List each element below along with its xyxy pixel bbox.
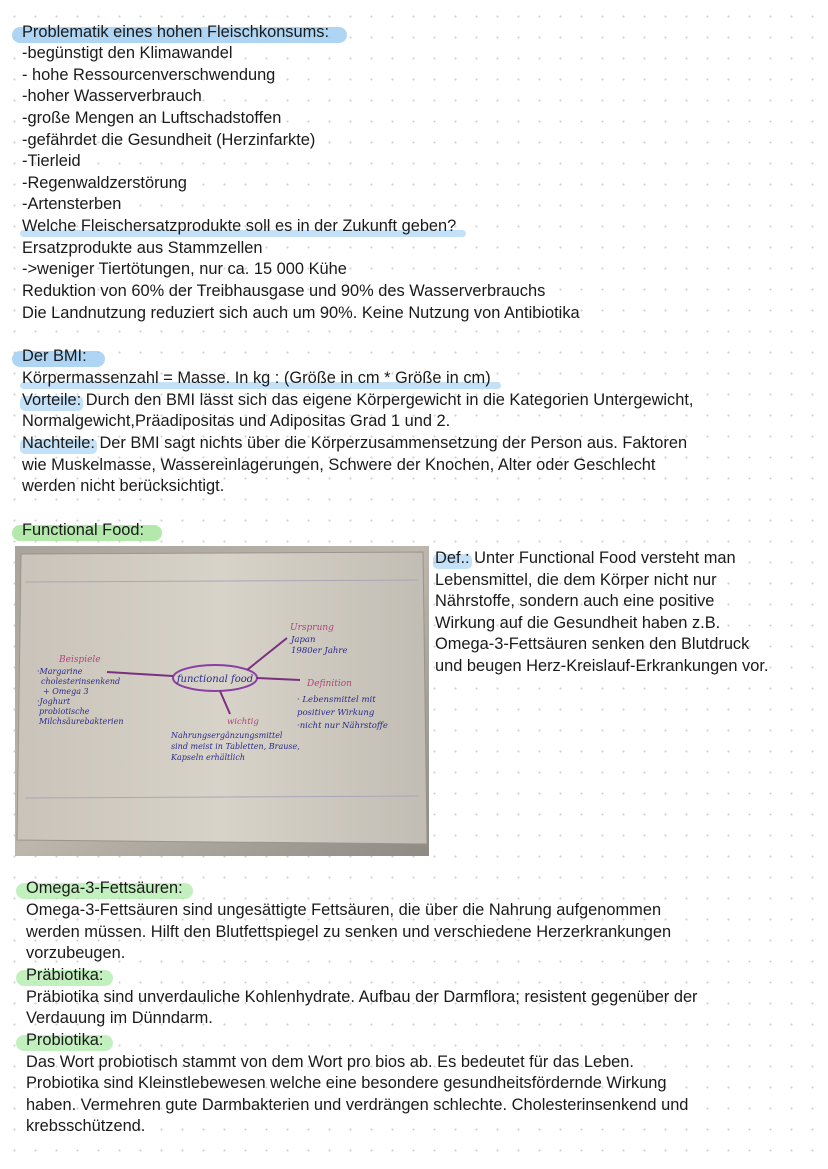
question-heading: Welche Fleischersatzprodukte soll es in der Zukunft geben? (22, 216, 456, 238)
mindmap-ursprung-title: Ursprung (290, 623, 334, 633)
text-line: Das Wort probiotisch stammt von dem Wort pro bios ab. Es bedeutet für das Leben. (26, 1053, 634, 1071)
mindmap-beispiele-line: ·Joghurt (37, 697, 71, 706)
mindmap-definition-line: positiver Wirkung (297, 708, 375, 718)
mindmap-photo (15, 546, 429, 856)
section-heading-bmi: Der BMI: (22, 346, 91, 368)
text-line: Nährstoffe, sondern auch eine positive (435, 592, 715, 611)
mindmap-beispiele-line: cholesterinsenkend (41, 677, 121, 686)
text-line: Probiotika sind Kleinstlebewesen welche eine besondere gesundheitsfördernde Wirkung (26, 1074, 667, 1092)
mindmap-beispiele-line: Milchsäurebakterien (39, 717, 124, 726)
list-item: -gefährdet die Gesundheit (Herzinfarkte) (22, 131, 316, 149)
text-line: Die Landnutzung reduziert sich auch um 90%. Keine Nutzung von Antibiotika (22, 304, 580, 322)
text-line: Ersatzprodukte aus Stammzellen (22, 239, 263, 257)
bmi-nachteile: Nachteile: Der BMI sagt nichts über die Körperzusammensetzung der Person aus. Faktoren (22, 433, 687, 455)
text-line: Omega-3-Fettsäuren senken den Blutdruck (435, 635, 750, 654)
list-item: -Regenwaldzerstörung (22, 174, 187, 192)
mindmap-definition-title: Definition (307, 679, 352, 689)
mindmap-beispiele-line: + Omega 3 (43, 687, 89, 696)
text-line: Lebensmittel, die dem Körper nicht nur (435, 570, 717, 589)
section-heading-fleischkonsum: Problematik eines hohen Fleischkonsums: (22, 22, 333, 44)
text-line: Wirkung auf die Gesundheit haben z.B. (435, 613, 721, 632)
list-item: - hohe Ressourcenverschwendung (22, 66, 276, 84)
text-line: ->weniger Tiertötungen, nur ca. 15 000 Kühe (22, 260, 347, 278)
section-heading-probiotika: Probiotika: (26, 1030, 107, 1052)
mindmap-ursprung-line: Japan (291, 635, 316, 645)
bmi-vorteile: Vorteile: Durch den BMI lässt sich das eigene Körpergewicht in die Kategorien Untergewicht, (22, 390, 693, 412)
mindmap-beispiele-line: ·Margarine (37, 667, 83, 676)
mindmap-wichtig-line: Kapseln erhältlich (171, 753, 245, 762)
text-line: Verdauung im Dünndarm. (26, 1009, 213, 1027)
list-item: -hoher Wasserverbrauch (22, 87, 202, 105)
mindmap-wichtig-line: sind meist in Tabletten, Brause, (171, 742, 300, 751)
text-line: Reduktion von 60% der Treibhausgase und 90% des Wasserverbrauchs (22, 282, 546, 300)
text-line: Präbiotika sind unverdauliche Kohlenhydrate. Aufbau der Darmflora; resistent gegenüber der (26, 988, 698, 1006)
list-item: -Artensterben (22, 195, 122, 213)
section-heading-omega: Omega-3-Fettsäuren: (26, 878, 187, 900)
text-line: und beugen Herz-Kreislauf-Erkrankungen vor. (435, 656, 769, 675)
text-line: Def.: Unter Functional Food versteht man (435, 548, 815, 570)
mindmap-beispiele-title: Beispiele (59, 655, 101, 665)
text-line: wie Muskelmasse, Wassereinlagerungen, Schwere der Knochen, Alter oder Geschlecht (22, 456, 656, 474)
text-line: Omega-3-Fettsäuren sind ungesättigte Fettsäuren, die über die Nahrung aufgenommen (26, 901, 662, 919)
section-heading-functional-food: Functional Food: (22, 520, 148, 542)
text-line: krebsschützend. (26, 1117, 146, 1135)
text-line: werden nicht berücksichtigt. (22, 477, 225, 495)
text-line: werden müssen. Hilft den Blutfettspiegel zu senken und verschiedene Herzerkrankungen (26, 923, 672, 941)
mindmap-beispiele-line: probiotische (39, 707, 90, 716)
text-line: haben. Vermehren gute Darmbakterien und verdrängen schlechte. Cholesterinsenkend und (26, 1096, 689, 1114)
text-line: vorzubeugen. (26, 944, 126, 962)
mindmap-ursprung-line: 1980er Jahre (291, 646, 348, 656)
list-item: -begünstigt den Klimawandel (22, 44, 233, 62)
list-item: -große Mengen an Luftschadstoffen (22, 109, 282, 127)
list-item: -Tierleid (22, 152, 81, 170)
mindmap-center: functional food (176, 674, 254, 685)
text-line: Normalgewicht,Präadipositas und Adipositas Grad 1 und 2. (22, 412, 451, 430)
mindmap-wichtig-line: Nahrungsergänzungsmittel (171, 731, 283, 740)
mindmap-wichtig-title: wichtig (227, 717, 259, 727)
mindmap-definition-line: · Lebensmittel mit (297, 695, 376, 705)
functional-food-definition (435, 548, 815, 678)
section-heading-praebiotika: Präbiotika: (26, 965, 107, 987)
mindmap-definition-line: ·nicht nur Nährstoffe (297, 721, 388, 731)
bmi-formula: Körpermassenzahl = Masse. In kg : (Größe in cm * Größe in cm) (22, 368, 491, 390)
